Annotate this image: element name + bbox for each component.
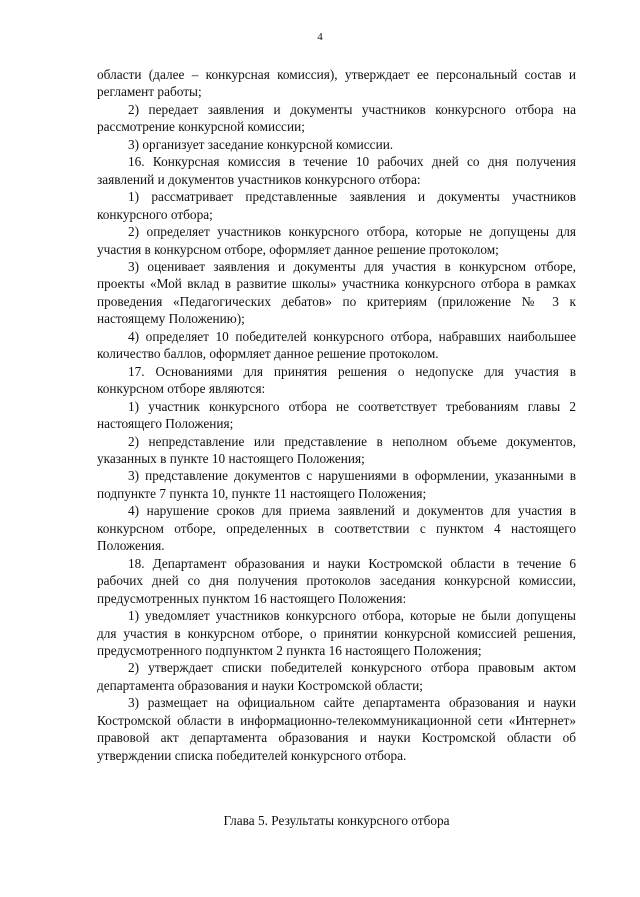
paragraph: 17. Основаниями для принятия решения о недопуске для участия в конкурсном отборе являются: [97, 363, 576, 397]
paragraph: 2) утверждает списки победителей конкурсного отбора правовым актом департамента образования и науки Костромской области; [97, 660, 576, 693]
paragraph: 3) оценивает заявления и документы для участия в конкурсном отборе, проекты «Мой вклад в развитие школы» участника конкурсного отбора в рамках проведения «Педагогических дебатов» по критериям (приложение № 3 к настоящему Положению); [97, 258, 576, 327]
paragraph: области (далее – конкурсная комиссия), утверждает ее персональный состав и регламент работы; [97, 67, 576, 100]
paragraph: 2) определяет участников конкурсного отбора, которые не допущены для участия в конкурсном отборе, оформляет данное решение протоколом; [97, 224, 576, 257]
paragraph: 18. Департамент образования и науки Костромской области в течение 6 рабочих дней со дня получения протоколов заседания конкурсной комиссии, предусмотренных пунктом 16 настоящего Положения: [97, 555, 576, 606]
paragraph: 1) рассматривает представленные заявления и документы участников конкурсного отбора; [97, 189, 576, 222]
paragraph: 2) непредставление или представление в неполном объеме документов, указанных в пункте 10 настоящего Положения; [97, 433, 576, 466]
paragraph: 3) размещает на официальном сайте департамента образования и науки Костромской области в информационно-телекоммуникационной сети «Интернет» правовой акт департамента образования и науки Костромской области об утверждении списка победителей конкурсного отбора. [97, 695, 576, 763]
paragraph: 16. Конкурсная комиссия в течение 10 рабочих дней со дня получения заявлений и документов участников конкурсного отбора: [97, 154, 576, 187]
paragraph: 4) определяет 10 победителей конкурсного отбора, набравших наибольшее количество баллов, оформляет данное решение протоколом. [97, 328, 576, 362]
paragraph: 2) передает заявления и документы участников конкурсного отбора на рассмотрение конкурсной комиссии; [97, 101, 576, 135]
page-number: 4 [317, 31, 323, 43]
paragraph: 1) уведомляет участников конкурсного отбора, которые не были допущены для участия в конкурсном отборе, о принятии конкурсной комиссией решения, предусмотренного подпунктом 2 пункта 16 настоящего Положения; [97, 608, 576, 658]
paragraph: 1) участник конкурсного отбора не соответствует требованиям главы 2 настоящего Положения; [97, 398, 576, 432]
paragraph: 3) организует заседание конкурсной комиссии. [128, 136, 394, 152]
paragraph: 4) нарушение сроков для приема заявлений и документов для участия в конкурсном отборе, определенных в соответствии с пунктом 4 настоящего Положения. [97, 503, 576, 554]
chapter-heading: Глава 5. Результаты конкурсного отбора [223, 813, 450, 828]
paragraph: 3) представление документов с нарушениями в оформлении, указанными в подпункте 7 пункта 10, пункте 11 настоящего Положения; [97, 468, 576, 501]
document-body [97, 66, 576, 764]
